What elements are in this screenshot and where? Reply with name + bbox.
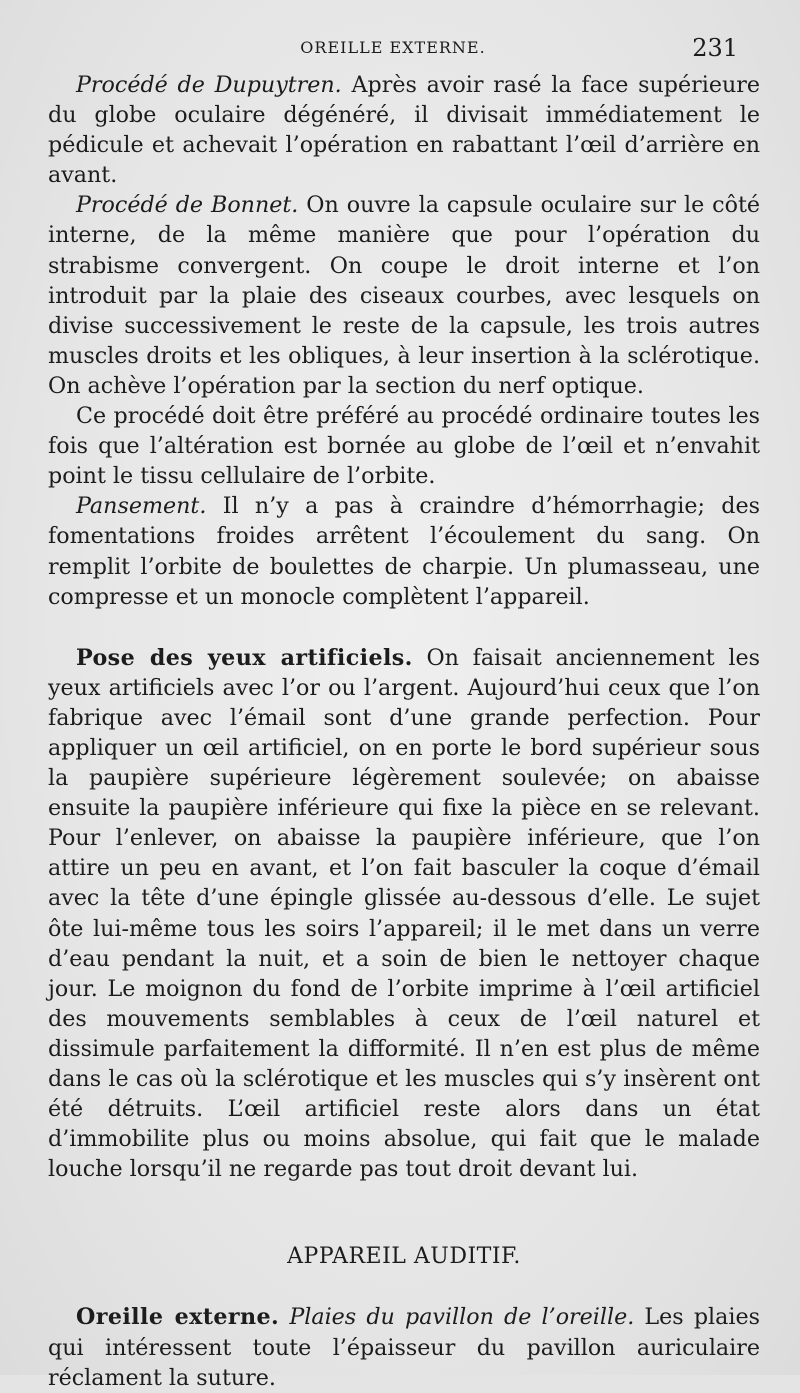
run-in-heading: Oreille externe.	[76, 1304, 280, 1331]
running-head: OREILLE EXTERNE.	[300, 38, 486, 57]
page-header	[48, 34, 738, 64]
section-heading: APPAREIL AUDITIF.	[287, 1244, 521, 1270]
paragraph-lead: Procédé de Bonnet.	[76, 192, 299, 219]
paragraph-lead: Procédé de Dupuytren.	[76, 72, 342, 98]
paragraph-text: On ouvre la capsule oculaire sur le côté interne, de la même manière que pour l’opération du strabisme convergent. On coupe le droit interne et l’on introduit par la plaie des ciseaux courbes, avec lesquels on divise successivement le reste de la capsule, les trois autres muscles droits et les obliques, à leur insertion à la sclérotique. On achève l’opération par la section du nerf optique.	[48, 192, 760, 399]
paragraph-lead: Pansement.	[76, 493, 207, 520]
body-text	[48, 70, 760, 1393]
paragraph-pose	[48, 643, 760, 1185]
paragraph-oreille	[48, 1302, 760, 1392]
paragraph-pansement	[48, 491, 760, 611]
paragraph-dupuytren	[48, 70, 760, 190]
paragraph-text: Les plaies qui intéressent toute l’épaisseur du pavillon auriculaire réclament la suture.	[48, 1304, 760, 1391]
paragraph-bonnet	[48, 190, 760, 401]
run-in-heading: Pose des yeux artificiels.	[76, 644, 413, 671]
page-number: 231	[692, 34, 738, 62]
paragraph-text: Il n’y a pas à craindre d’hémorrhagie; des fomentations froides arrêtent l’écoulement du sang. On remplit l’orbite de boulettes de charpie. Un plumasseau, une compresse et un monocle complètent l’appareil.	[48, 493, 760, 610]
subsection-title: Plaies du pavillon de l’oreille.	[289, 1304, 635, 1331]
paragraph-preference: Ce procédé doit être préféré au procédé ordinaire toutes les fois que l’altération est bornée au globe de l’œil et n’envahit point le tissu cellulaire de l’orbite.	[48, 403, 760, 490]
paragraph-text: Après avoir rasé la face supérieure du globe oculaire dégénéré, il divisait immédiatement le pédicule et achevait l’opération en rabattant l’œil d’arrière en avant.	[48, 72, 760, 189]
paragraph-text: On faisait anciennement les yeux artificiels avec l’or ou l’argent. Aujourd’hui ceux que l’on fabrique avec l’émail sont d’une grande perfection. Pour appliquer un œil artificiel, on en porte le bord supérieur sous la paupière supérieure légèrement soulevée; on abaisse ensuite la paupière inférieure qui fixe la pièce en se relevant. Pour l’enlever, on abaisse la paupière inférieure, que l’on attire un peu en avant, et l’on fait basculer la coque d’émail avec la tête d’une épingle glissée au-dessous d’elle. Le sujet ôte lui-même tous les soirs l’appareil; il le met dans un verre d’eau pendant la nuit, et a soin de bien le nettoyer chaque jour. Le moignon du fond de l’orbite imprime à l’œil artificiel des mouvements semblables à ceux de l’œil naturel et dissimule parfaitement la difformité. Il n’en est plus de même dans le cas où la sclérotique et les muscles qui s’y insèrent ont été détruits. L’œil artificiel reste alors dans un état d’immobilite plus ou moins absolue, qui fait que le malade louche lorsqu’il ne regarde pas tout droit devant lui.	[48, 644, 760, 1183]
